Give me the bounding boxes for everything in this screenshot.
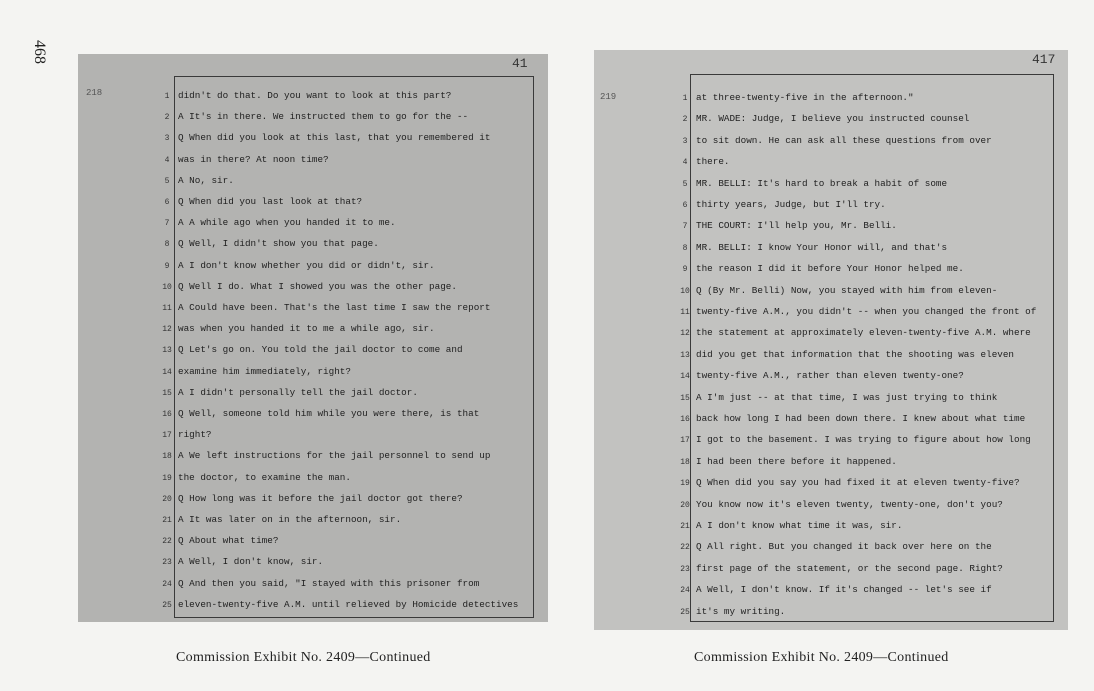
transcript-line [674, 259, 1058, 279]
transcript-line [674, 323, 1058, 343]
transcript-line [674, 409, 1058, 429]
line-text: did you get that information that the shooting was eleven [696, 348, 1015, 360]
line-text: MR. WADE: Judge, I believe you instructed counsel [696, 113, 970, 125]
line-text: eleven-twenty-five A.M. until relieved by Homicide detectives [178, 598, 519, 610]
line-text: You know now it's eleven twenty, twenty-one, don't you? [696, 498, 1003, 510]
transcript-line [674, 174, 1058, 194]
transcript-line [156, 319, 536, 339]
line-text: Q And then you said, "I stayed with this prisoner from [178, 577, 480, 589]
line-number: 19 [162, 473, 172, 483]
transcript-line [156, 86, 536, 106]
line-number: 9 [164, 261, 170, 271]
line-number: 14 [162, 367, 172, 377]
line-number: 16 [680, 415, 690, 424]
line-number: 18 [680, 457, 690, 467]
transcript-line [156, 234, 536, 254]
line-text: I got to the basement. I was trying to figure about how long [696, 434, 1031, 446]
transcript-line [156, 150, 536, 170]
transcript-line [156, 383, 536, 403]
line-text: examine him immediately, right? [178, 365, 351, 377]
line-text: Q How long was it before the jail doctor got there? [178, 492, 463, 504]
right-page-number: 417 [1032, 52, 1056, 67]
line-number: 13 [162, 346, 172, 356]
transcript-line [674, 580, 1058, 600]
line-text: Q Well, I didn't show you that page. [178, 238, 379, 250]
line-number: 1 [682, 94, 688, 103]
line-text: thirty years, Judge, but I'll try. [696, 199, 886, 210]
line-text: twenty-five A.M., rather than eleven twenty-one? [696, 370, 964, 382]
transcript-line [156, 171, 536, 191]
line-number: 19 [680, 479, 690, 489]
line-text: Q When did you say you had fixed it at eleven twenty-five? [696, 477, 1020, 489]
line-text: right? [178, 429, 212, 441]
margin-page-number: 468 [31, 40, 48, 64]
transcript-line [674, 452, 1058, 472]
line-number: 24 [162, 579, 172, 589]
transcript-line [156, 298, 536, 318]
line-number: 8 [682, 243, 688, 253]
line-text: Q All right. But you changed it back over here on the [696, 541, 992, 553]
line-number: 22 [680, 543, 690, 553]
line-number: 6 [164, 198, 170, 207]
line-number: 12 [162, 325, 172, 335]
line-number: 20 [162, 494, 172, 504]
line-text: the doctor, to examine the man. [178, 471, 351, 483]
transcript-line [674, 559, 1058, 579]
transcript-line [156, 552, 536, 572]
transcript-line [156, 531, 536, 551]
transcript-line [156, 362, 536, 382]
transcript-line [674, 216, 1058, 236]
left-caption: Commission Exhibit No. 2409—Continued [176, 650, 431, 665]
line-number: 7 [164, 219, 170, 229]
transcript-line [156, 510, 536, 530]
line-number: 23 [162, 558, 172, 568]
line-text: Q Let's go on. You told the jail doctor to come and [178, 344, 463, 356]
transcript-line [156, 574, 536, 594]
transcript-line [674, 152, 1058, 172]
line-number: 14 [680, 372, 690, 382]
line-number: 21 [680, 522, 690, 531]
line-number: 22 [162, 537, 172, 547]
transcript-line [156, 425, 536, 445]
right-caption: Commission Exhibit No. 2409—Continued [694, 650, 949, 665]
right-page-code: 219 [600, 92, 617, 102]
line-text: the reason I did it before Your Honor helped me. [696, 263, 964, 275]
line-number: 15 [680, 393, 690, 403]
line-text: A I don't know what time it was, sir. [696, 520, 903, 531]
line-text: A I don't know whether you did or didn't, sir. [178, 259, 435, 271]
line-number: 25 [680, 607, 690, 617]
transcript-line [674, 516, 1058, 536]
line-text: back how long I had been down there. I knew about what time [696, 413, 1026, 424]
transcript-line [674, 602, 1058, 622]
transcript-line [674, 345, 1058, 365]
line-text: A We left instructions for the jail personnel to send up [178, 450, 491, 462]
transcript-line [674, 281, 1058, 301]
line-text: was when you handed it to me a while ago, sir. [178, 323, 435, 335]
line-number: 10 [162, 282, 172, 292]
transcript-line [674, 430, 1058, 450]
left-page-code: 218 [86, 88, 103, 98]
transcript-line [674, 195, 1058, 215]
line-text: at three-twenty-five in the afternoon." [696, 92, 914, 103]
line-number: 11 [680, 308, 690, 317]
line-text: A Well, I don't know. If it's changed -- let's see if [696, 584, 992, 596]
transcript-line [674, 366, 1058, 386]
line-text: I had been there before it happened. [696, 455, 897, 467]
line-number: 11 [162, 304, 172, 313]
line-number: 6 [682, 201, 688, 210]
transcript-line [156, 595, 536, 615]
line-text: it's my writing. [696, 605, 786, 617]
transcript-line [156, 340, 536, 360]
line-text: Q When did you look at this last, that you remembered it [178, 132, 491, 144]
transcript-line [674, 88, 1058, 108]
line-number: 2 [682, 115, 688, 125]
line-number: 2 [164, 113, 170, 123]
line-text: Q Well I do. What I showed you was the other page. [178, 280, 457, 292]
line-number: 10 [680, 286, 690, 296]
line-number: 25 [162, 600, 172, 610]
transcript-line [156, 468, 536, 488]
transcript-line [156, 489, 536, 509]
transcript-line [156, 107, 536, 127]
transcript-line [674, 131, 1058, 151]
line-number: 3 [164, 134, 170, 144]
line-text: THE COURT: I'll help you, Mr. Belli. [696, 220, 897, 232]
transcript-line [674, 302, 1058, 322]
line-number: 7 [682, 222, 688, 232]
line-text: MR. BELLI: I know Your Honor will, and that's [696, 241, 948, 253]
transcript-line [156, 256, 536, 276]
line-text: A It was later on in the afternoon, sir. [178, 514, 402, 525]
line-number: 24 [680, 586, 690, 596]
line-number: 4 [164, 155, 170, 165]
line-number: 9 [682, 265, 688, 275]
line-text: twenty-five A.M., you didn't -- when you changed the front of [696, 306, 1037, 317]
line-text: Q Well, someone told him while you were there, is that [178, 408, 480, 419]
transcript-line [156, 446, 536, 466]
left-page-number: 41 [512, 56, 528, 71]
line-number: 5 [164, 176, 170, 186]
line-text: there. [696, 156, 730, 168]
line-text: A A while ago when you handed it to me. [178, 217, 396, 229]
line-text: first page of the statement, or the second page. Right? [696, 562, 1003, 574]
line-number: 4 [682, 158, 688, 168]
line-number: 12 [680, 329, 690, 339]
line-text: A I'm just -- at that time, I was just trying to think [696, 391, 998, 403]
line-text: A Could have been. That's the last time I saw the report [178, 302, 491, 313]
line-number: 21 [162, 516, 172, 525]
line-text: to sit down. He can ask all these questions from over [696, 134, 992, 146]
transcript-line [156, 404, 536, 424]
line-number: 20 [680, 500, 690, 510]
transcript-line [674, 238, 1058, 258]
line-text: A Well, I don't know, sir. [178, 556, 324, 568]
transcript-line [674, 388, 1058, 408]
line-text: MR. BELLI: It's hard to break a habit of some [696, 177, 948, 189]
line-number: 1 [164, 92, 170, 101]
transcript-line [674, 473, 1058, 493]
line-number: 16 [162, 410, 172, 419]
transcript-line [156, 213, 536, 233]
transcript-line [156, 128, 536, 148]
line-number: 23 [680, 564, 690, 574]
line-number: 18 [162, 452, 172, 462]
transcript-line [156, 192, 536, 212]
line-text: was in there? At noon time? [178, 153, 329, 165]
line-text: A I didn't personally tell the jail doctor. [178, 386, 418, 398]
right-transcript-page [594, 50, 1068, 630]
line-text: A It's in there. We instructed them to go for the -- [178, 111, 469, 123]
transcript-line [674, 537, 1058, 557]
transcript-line [156, 277, 536, 297]
line-number: 3 [682, 136, 688, 146]
line-text: Q About what time? [178, 535, 279, 547]
line-number: 5 [682, 179, 688, 189]
line-number: 17 [680, 436, 690, 446]
transcript-line [674, 109, 1058, 129]
line-text: Q (By Mr. Belli) Now, you stayed with him from eleven- [696, 284, 998, 296]
line-number: 8 [164, 240, 170, 250]
transcript-line [674, 495, 1058, 515]
line-text: didn't do that. Do you want to look at this part? [178, 90, 452, 101]
line-text: Q When did you last look at that? [178, 196, 363, 207]
line-number: 13 [680, 350, 690, 360]
line-text: A No, sir. [178, 174, 234, 186]
left-transcript-page [78, 54, 548, 622]
line-number: 17 [162, 431, 172, 441]
line-text: the statement at approximately eleven-twenty-five A.M. where [696, 327, 1031, 339]
line-number: 15 [162, 388, 172, 398]
